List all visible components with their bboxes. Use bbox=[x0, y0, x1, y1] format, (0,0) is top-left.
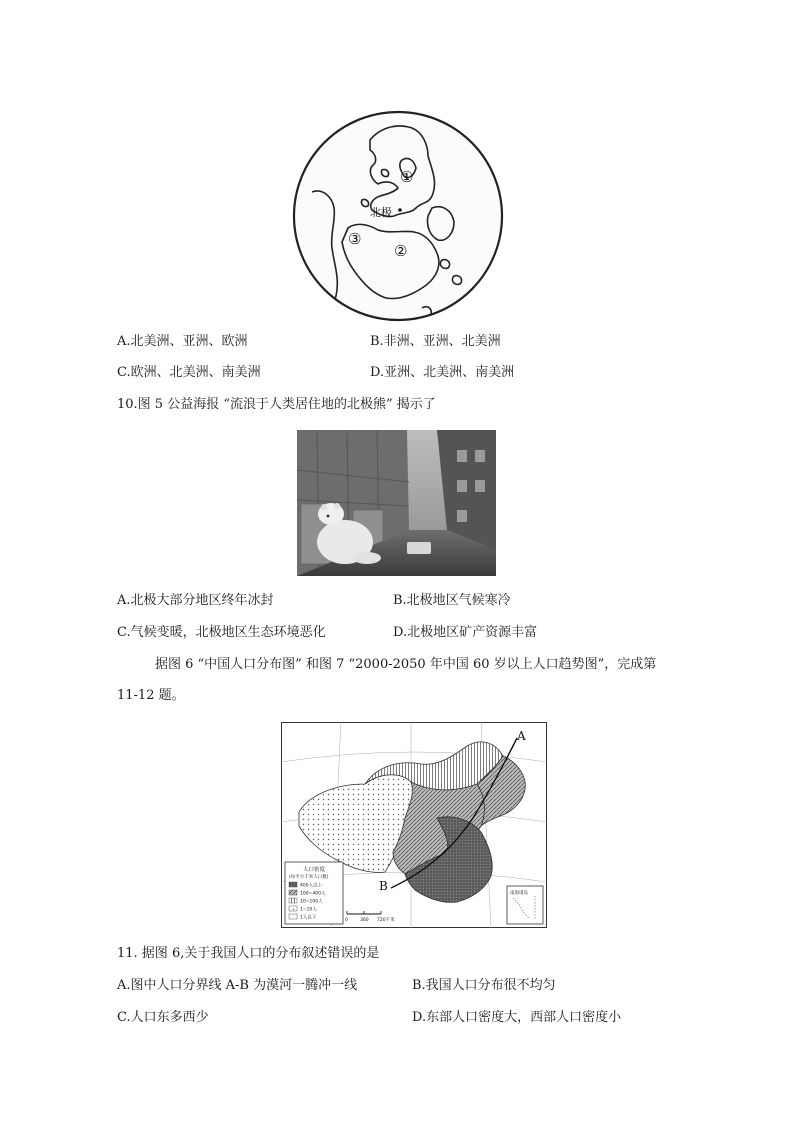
q9-option-d: D.亚洲、北美洲、南美洲 bbox=[370, 365, 515, 380]
map-label-1: ① bbox=[400, 168, 414, 186]
q11-option-d: D.东部人口密度大，西部人口密度小 bbox=[412, 1010, 622, 1025]
legend-item-4: 1~10人 bbox=[300, 907, 317, 913]
q10-option-a: A.北极大部分地区终年冰封 bbox=[117, 593, 274, 608]
intro-line-1: 据图 6 “中国人口分布图” 和图 7 “2000-2050 年中国 60 岁以上人口趋势图”，完成第 bbox=[155, 657, 657, 672]
scale-tick-0: 0 bbox=[345, 918, 348, 923]
q10-option-c: C.气候变暖，北极地区生态环境恶化 bbox=[117, 625, 326, 640]
legend-item-2: 100~400人 bbox=[300, 891, 326, 897]
legend-subtitle: (每平方千米人口数) bbox=[289, 875, 329, 880]
q9-option-a: A.北美洲、亚洲、欧洲 bbox=[117, 334, 248, 349]
intro-line-2: 11-12 题。 bbox=[117, 688, 185, 703]
q10-stem: 10.图 5 公益海报 “流浪于人类居住地的北极熊” 揭示了 bbox=[117, 397, 436, 412]
arctic-map-figure bbox=[282, 100, 514, 332]
q9-option-b: B.非洲、亚洲、北美洲 bbox=[370, 334, 501, 349]
q9-option-c: C.欧洲、北美洲、南美洲 bbox=[117, 365, 261, 380]
label-b: B bbox=[379, 879, 388, 893]
legend-item-1: 400人以上 bbox=[300, 883, 323, 889]
scale-tick-2: 720千米 bbox=[377, 918, 395, 923]
map-legend bbox=[285, 862, 343, 924]
q11-stem: 11. 据图 6,关于我国人口的分布叙述错误的是 bbox=[117, 946, 380, 961]
polar-bear-poster-photo bbox=[297, 430, 496, 576]
q11-option-a: A.图中人口分界线 A-B 为漠河一腾冲一线 bbox=[117, 978, 358, 993]
map-label-3: ③ bbox=[348, 230, 362, 248]
map-label-pole: 北极 bbox=[370, 206, 392, 219]
scale-tick-1: 360 bbox=[360, 918, 369, 923]
legend-item-3: 10~100人 bbox=[300, 899, 323, 905]
map-circle-outline bbox=[294, 112, 502, 320]
map-label-2: ② bbox=[394, 242, 408, 260]
legend-item-5: 1人以下 bbox=[300, 915, 317, 921]
legend-title: 人口密度 bbox=[303, 867, 326, 873]
q10-option-b: B.北极地区气候寒冷 bbox=[393, 593, 511, 608]
south-china-sea-inset bbox=[507, 886, 543, 924]
inset-label: 南海诸岛 bbox=[510, 891, 528, 896]
q11-option-c: C.人口东多西少 bbox=[117, 1010, 209, 1025]
china-population-map bbox=[281, 722, 547, 928]
q11-option-b: B.我国人口分布很不均匀 bbox=[412, 978, 556, 993]
q10-option-d: D.北极地区矿产资源丰富 bbox=[393, 625, 538, 640]
label-a: A bbox=[517, 729, 526, 743]
